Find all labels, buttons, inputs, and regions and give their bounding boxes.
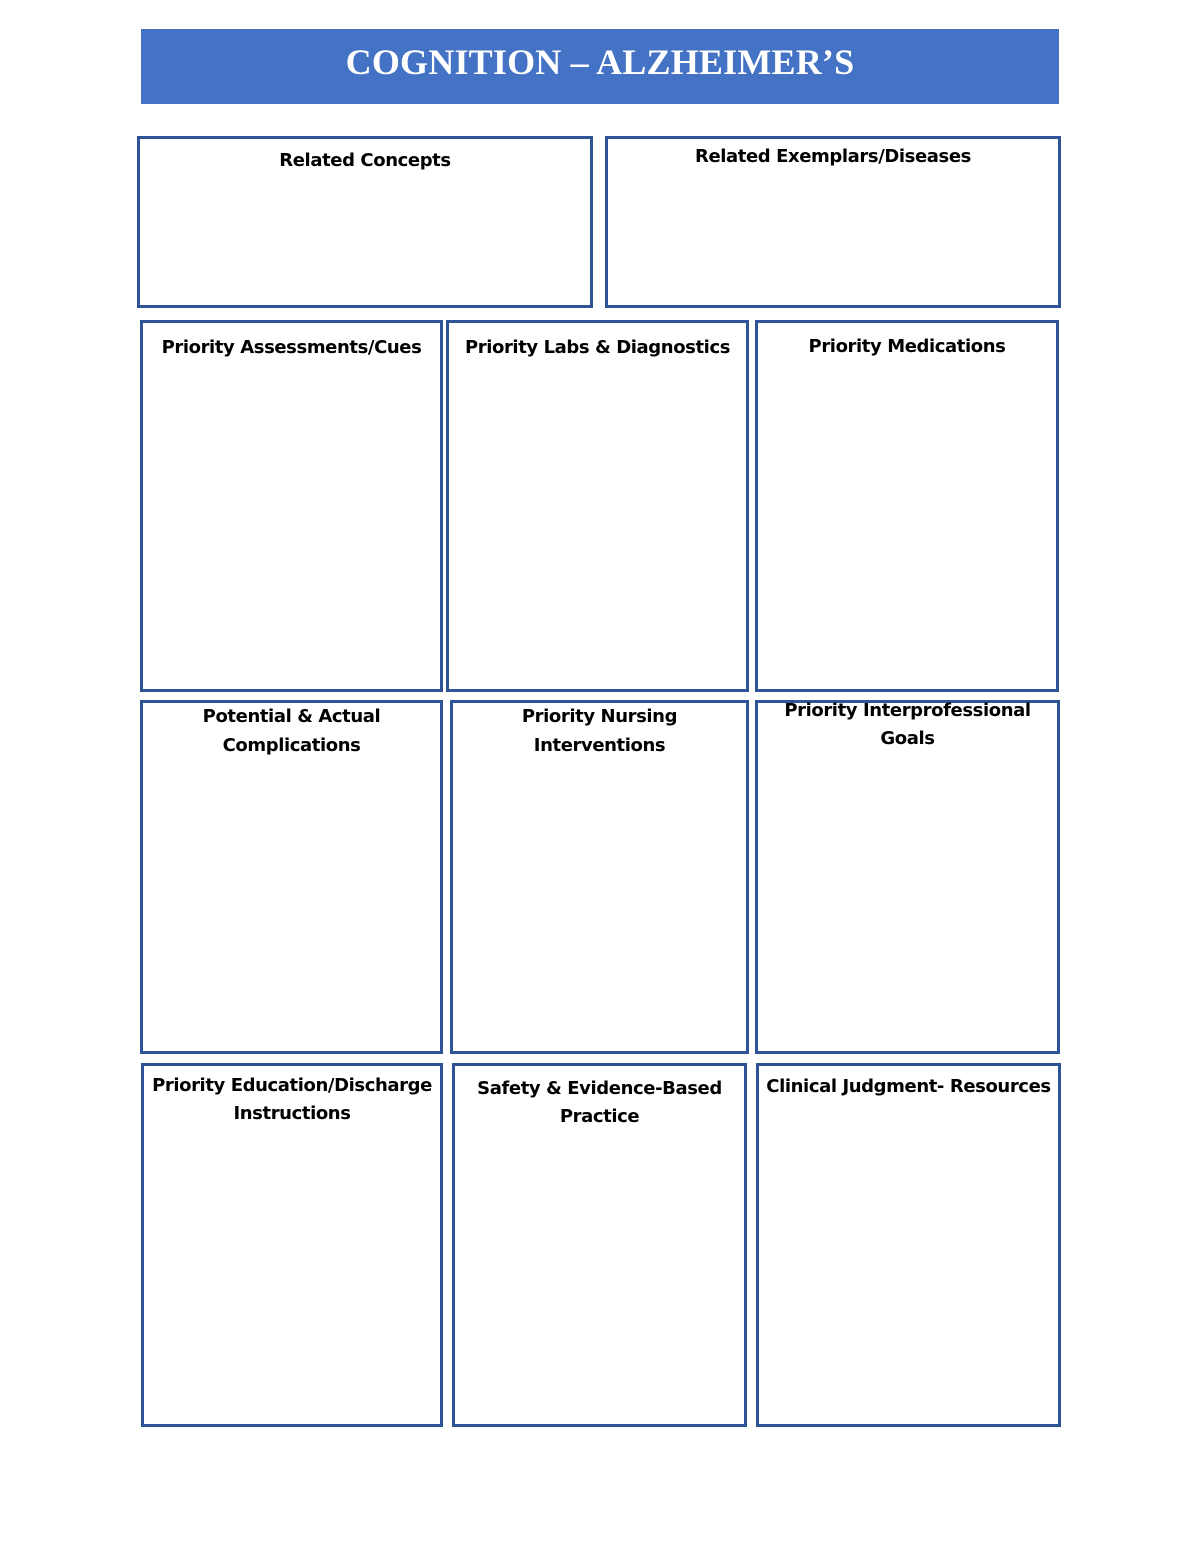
priority-nursing-interventions-label: Priority Nursing Interventions <box>521 706 678 756</box>
priority-assessments-label: Priority Assessments/Cues <box>161 337 422 358</box>
priority-labs-box <box>446 320 749 692</box>
safety-ebp-label: Safety & Evidence-Based Practice <box>477 1078 722 1127</box>
priority-medications-label: Priority Medications <box>808 336 1006 357</box>
page-title: COGNITION – ALZHEIMER’S <box>345 42 855 82</box>
potential-complications-label: Potential & Actual Complications <box>202 706 381 756</box>
clinical-judgment-box <box>756 1063 1061 1427</box>
priority-education-box <box>141 1063 443 1427</box>
priority-interprofessional-goals-label: Priority Interprofessional Goals <box>784 700 1031 749</box>
related-concepts-label: Related Concepts <box>279 150 451 171</box>
clinical-judgment-label: Clinical Judgment- Resources <box>766 1076 1051 1097</box>
priority-interprofessional-goals-box <box>755 700 1060 1054</box>
priority-medications-box <box>755 320 1059 692</box>
title-banner <box>141 29 1059 104</box>
priority-nursing-interventions-box <box>450 700 749 1054</box>
priority-education-label: Priority Education/Discharge Instructions <box>152 1075 432 1124</box>
safety-ebp-box <box>452 1063 747 1427</box>
potential-complications-box <box>140 700 443 1054</box>
priority-labs-label: Priority Labs & Diagnostics <box>464 337 731 358</box>
related-concepts-box <box>137 136 593 308</box>
priority-assessments-box <box>140 320 443 692</box>
related-exemplars-box <box>605 136 1061 308</box>
related-exemplars-label: Related Exemplars/Diseases <box>694 146 971 167</box>
